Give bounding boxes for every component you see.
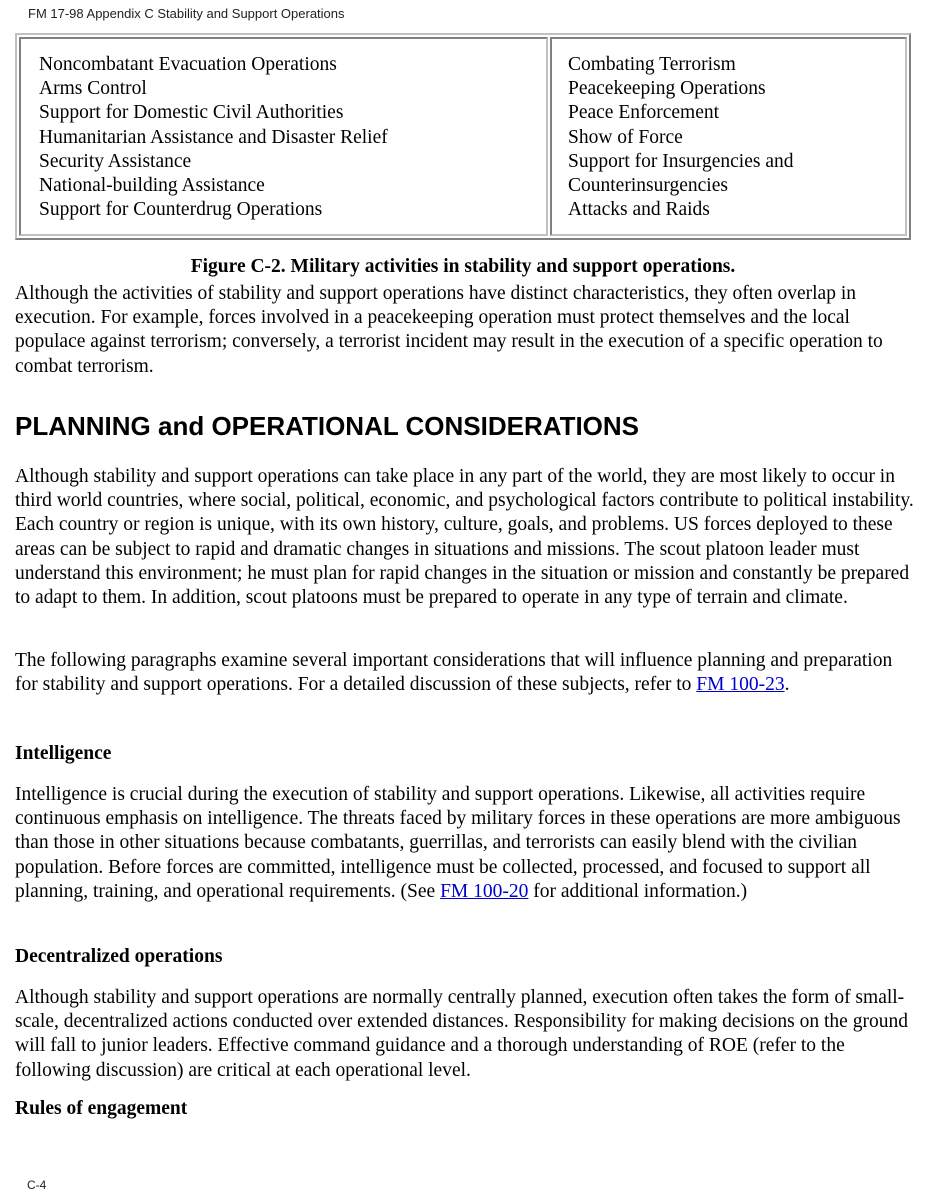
list-item: Show of Force bbox=[568, 126, 683, 148]
list-item: Peacekeeping Operations bbox=[568, 78, 766, 100]
section-heading: PLANNING and OPERATIONAL CONSIDERATIONS bbox=[15, 411, 640, 441]
list-item: Counterinsurgencies bbox=[568, 175, 728, 197]
decentralized-heading: Decentralized operations bbox=[15, 946, 223, 967]
list-item: Peace Enforcement bbox=[568, 102, 720, 124]
list-item: Security Assistance bbox=[39, 150, 192, 172]
running-header: FM 17-98 Appendix C Stability and Support Operations bbox=[28, 6, 345, 21]
figure-caption: Figure C-2. Military activities in stability and support operations. bbox=[190, 256, 736, 277]
list-item: Support for Counterdrug Operations bbox=[39, 199, 323, 221]
list-item: Arms Control bbox=[39, 78, 147, 100]
fm-100-23-link[interactable]: FM 100-23 bbox=[696, 674, 785, 696]
roe-heading: Rules of engagement bbox=[15, 1098, 188, 1119]
list-item: Support for Insurgencies and bbox=[568, 150, 794, 172]
page-number: C-4 bbox=[27, 1178, 47, 1192]
intelligence-heading: Intelligence bbox=[15, 743, 112, 764]
list-item: Humanitarian Assistance and Disaster Relief bbox=[39, 126, 388, 148]
decentralized-paragraph: Although stability and support operations are normally centrally planned, execution often takes the form of small-scale, decentralized actions conducted over extended distances. Responsibility for making decisions on the ground will fall to junior leaders. Effective command guidance and a thorough understanding of ROE (refer to the following discussion) are critical at each operational level. bbox=[15, 987, 908, 1081]
figure-table bbox=[15, 33, 911, 240]
list-item: Attacks and Raids bbox=[568, 199, 710, 221]
figure-left-column bbox=[19, 37, 548, 236]
intro-paragraph: Although the activities of stability and support operations have distinct characteristics, they often overlap in execution. For example, forces involved in a peacekeeping operation must protect themselves and the local populace against terrorism; conversely, a terrorist incident may result in the execution of a specific operation to combat terrorism. bbox=[15, 283, 883, 377]
list-item: Combating Terrorism bbox=[568, 54, 736, 75]
list-item: Support for Domestic Civil Authorities bbox=[39, 102, 344, 124]
planning-paragraph-2: The following paragraphs examine several important considerations that will influence planning and preparation for stability and support operations. For a detailed discussion of these subjects, refer to FM 100-23. bbox=[15, 650, 893, 696]
planning-paragraph-1: Although stability and support operations can take place in any part of the world, they are most likely to occur in third world countries, where social, political, economic, and psychological factors contribute to political instability. Each country or region is unique, with its own history, culture, goals, and problems. US forces deployed to these areas can be subject to rapid and dramatic changes in situations and missions. The scout platoon leader must understand this environment; he must plan for rapid changes in the situation or mission and constantly be prepared to adapt to them. In addition, scout platoons must be prepared to operate in any type of terrain and climate. bbox=[15, 466, 914, 609]
list-item: National-building Assistance bbox=[39, 175, 265, 197]
fm-100-20-link[interactable]: FM 100-20 bbox=[440, 880, 529, 902]
figure-right-column bbox=[550, 37, 907, 236]
list-item: Noncombatant Evacuation Operations bbox=[39, 54, 337, 75]
intelligence-paragraph: Intelligence is crucial during the execution of stability and support operations. Likewise, all activities require continuous emphasis on intelligence. The threats faced by military forces in these operations are more ambiguous than those in other situations because combatants, guerrillas, and terrorists can easily blend with the civilian population. Before forces are committed, intelligence must be collected, processed, and focused to support all planning, training, and operational requirements. (See FM 100-20 for additional information.) bbox=[15, 784, 901, 902]
